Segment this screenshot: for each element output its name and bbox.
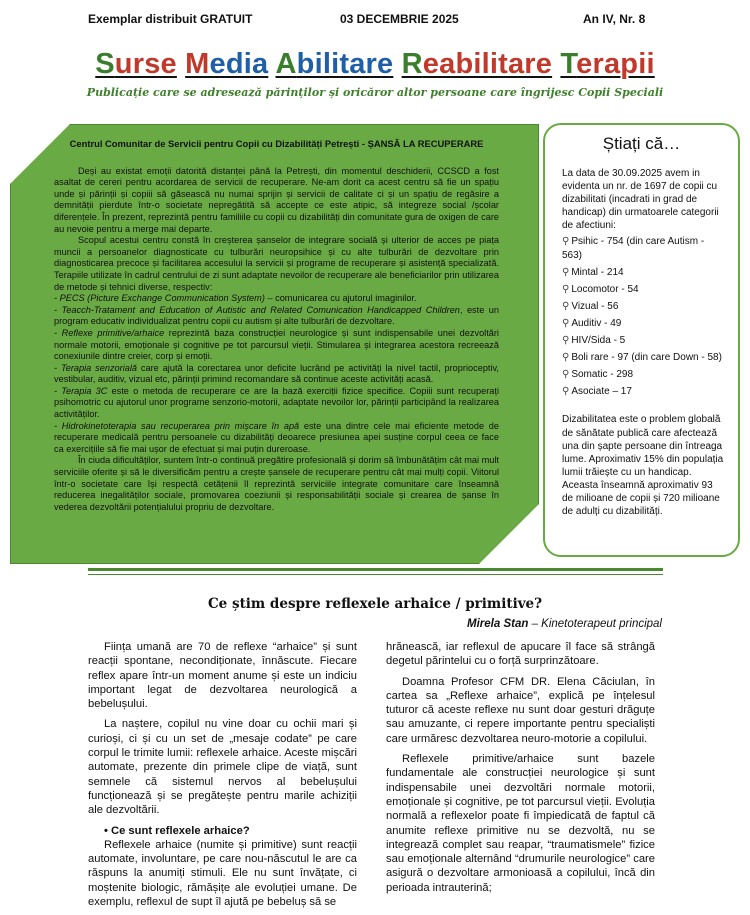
title-lead: R [401,48,423,80]
article-column-left [88,640,357,915]
list-item: ⚲ Vizual - 56 [562,300,619,312]
title-lead: T [560,48,577,80]
list-item: ⚲ Asociate – 17 [562,386,632,398]
therapy-item [54,293,499,305]
sidebar-title: Știați că… [602,134,681,153]
center-article-paragraph: Scopul acestui centru constă în creșterea șanselor de integrare socială și ulterior de acces pe piața muncii a persoanelor diagnosticate cu tulburări neuropsihice și cu alte tulburări de dezvoltare prin diagnosticarea precoce și facilitarea accesului la servicii și programe de recuperare și asistență specializată. Terapiile utilizate în cadrul centrului de zi sunt adaptate nevoilor de recuperare ale beneficiarilor prin utilizarea de metode și tehnici diverse, respectiv: [54,235,499,292]
therapy-item [54,421,499,456]
pin-icon: ⚲ [562,369,570,381]
article-subheading: • Ce sunt reflexele arhaice? [104,824,250,837]
divider [88,568,663,571]
therapy-text: reprezintă baza construcției neurologice și sunt indispensabile unei dezvoltări normale motorii, emoționale și cognitive pe tot parcursul vieții. Stimularea și integrarea acestora recreează conexiunile dintre creier, corp și emoții. [54,327,499,362]
pin-icon: ⚲ [562,266,570,278]
therapy-item [54,386,499,421]
therapy-text: este una dintre cele mai eficiente metode de recuperare medicală pentru persoanele cu dizabilități deoarece presiunea apei susține corpul ceea ce face ca exercițiile să fie mai ușor de efectuat și mai puțin dureroase. [54,420,499,454]
title-rest: edia [209,48,269,80]
article-title: Ce știm despre reflexele arhaice / primitive? [207,596,543,612]
title-rest: urse [114,48,177,80]
article-paragraph: La naștere, copilul nu vine doar cu ochii mari și curioși, ci și cu un set de „mesaje codate” pe care corpul le trimite lumii: reflexele arhaice. Aceste mișcări automate, prezente din primele clipe de viață, sunt semnele că sistemul nervos al bebelușului funcționează și se pregătește pentru marile achiziții ale dezvoltării. [88,718,357,817]
masthead-subtitle: Publicație care se adresează părinților și oricăror altor persoane care îngrijesc Copii Speciali [86,86,664,99]
divider [88,574,663,575]
pin-icon: ⚲ [562,283,570,295]
title-word-1 [95,48,177,80]
author-name: Mirela Stan [467,618,529,630]
therapy-item [54,305,499,328]
title-lead: M [185,48,210,80]
list-item: ⚲ Somatic - 298 [562,369,634,381]
article-paragraph: Ființa umană are 70 de reflexe “arhaice” și sunt reacții spontane, necondiționate, înnăscute. Fiecare reflex apare într-un moment anume și este un indiciu important legat de dezvoltarea neurologică a bebelușului. [88,641,357,711]
title-word-5 [560,48,654,80]
therapy-term: - Reflexe primitive/arhaice [54,327,165,338]
title-rest: erapii [576,48,655,80]
therapy-term: - Terapia 3C [54,385,108,396]
list-item: ⚲ Auditiv - 49 [562,317,622,329]
title-word-4 [402,48,553,80]
title-word-3 [276,48,394,80]
therapy-item [54,363,499,386]
title-rest: bilitare [296,48,394,80]
article-paragraph: Reflexele arhaice (numite și primitive) sunt reacții automate, involuntare, pe care nou-născutul le are ca răspuns la anumiți stimuli. Ele nu sunt învățate, ci moștenite biologic, rămășițe ale evoluției umane. De exemplu, reflexul de supt îl ajută pe bebeluș să se [88,838,357,909]
pin-icon: ⚲ [562,386,570,398]
article-paragraph: hrănească, iar reflexul de apucare îl face să strângă degetul părintelui cu o forță surprinzătoare. [386,641,655,668]
pin-icon: ⚲ [562,300,570,312]
pin-icon: ⚲ [562,335,570,347]
therapy-term: - Hidrokinetoterapia sau recuperarea prin mișcare în apă [54,420,300,431]
sidebar-intro: La data de 30.09.2025 avem in evidenta un nr. de 1697 de copii cu dizabilitati (incadrati in grad de handicap) din urmatoarele categorii de afectiuni: [562,168,719,232]
header-issue: An IV, Nr. 8 [583,12,646,26]
list-item: ⚲ Locomotor - 54 [562,283,639,295]
therapy-term: - Teacch-Tratament and Education of Autistic and Related Comunication Handicapped Children [54,304,460,315]
title-lead: S [95,48,115,80]
list-item: ⚲ HIV/Sida - 5 [562,335,626,347]
therapy-term: - Terapia senzorială [54,362,138,373]
pin-icon: ⚲ [562,352,570,364]
center-article-paragraph: În ciuda dificultăților, suntem într-o continuă pregătire profesională și dorim să îmbunătățim cât mai mult serviciile oferite și să le diversificăm pentru a crește șansele de recuperare pentru cât mai mulți copii. Viitorul într-o societate care își respectă cetățenii îl reprezintă serviciile integrate comunitare care înseamnă reducerea inegalităților sociale, promovarea coeziunii și responsabilității sociale și crearea de șanse în vederea dezvoltării potențialului propriu de dezvoltare. [54,455,499,512]
list-item: ⚲ Mintal - 214 [562,266,624,278]
article-author [467,618,662,630]
sidebar-content [562,167,724,518]
masthead-title [0,48,750,81]
pin-icon: ⚲ [562,236,570,248]
article-column-right [386,640,655,901]
list-item: ⚲ Psihic - 754 (din care Autism - 563) [562,236,705,261]
sidebar-footnote: Dizabilitatea este o problem globală de sănătate publică care afectează una din șapte persoane din întreaga lume. Aproximativ 15% din populația lumii trăiește cu un handicap. Aceasta înseamnă aproximativ 93 de milioane de copii și 720 milioane de adulți cu dizabilități. [562,414,724,518]
title-word-2 [185,48,268,80]
title-lead: A [275,48,297,80]
header-distribution: Exemplar distribuit GRATUIT [88,12,253,26]
list-item: ⚲ Boli rare - 97 (din care Down - 58) [562,352,722,364]
center-article-paragraph: Deși au existat emoții datorită distanței până la Petrești, din momentul deschiderii, CCSCD a fost asaltat de cereri pentru acordarea de servicii de recuperare. Ne-am dorit ca acest centru să fie un spațiu unde și părinții și copiii să găsească nu numai sprijin și servicii de calitate ci și un spațiu de regăsire a demnității pierdute într-o societate nepregătită să accepte ce este atipic, să integreze social /școlar diferențele. În prezent, reprezintă pentru familiile cu copii cu dizabilități din comunitate gura de oxigen de care au nevoie pentru a merge mai departe. [54,165,499,234]
title-rest: eabilitare [422,48,553,80]
therapy-text: – comunicarea cu ajutorul imaginilor. [264,293,417,304]
article-paragraph: Doamna Profesor CFM DR. Elena Căciulan, în cartea sa „Reflexe arhaice”, explică pe înțelesul tuturor că aceste reflexe nu sunt doar gesturi drăguțe sau amuzante, ci repere importante pentru specialiști care urmăresc dezvoltarea neuro-motorie a copilului. [386,675,655,745]
pin-icon: ⚲ [562,317,570,329]
center-article [54,132,499,513]
header-date: 03 DECEMBRIE 2025 [340,12,459,26]
center-article-title: Centrul Comunitar de Servicii pentru Copii cu Dizabilități Petrești - ȘANSĂ LA RECUPERARE [69,138,484,149]
therapy-item [54,328,499,363]
article-paragraph: Reflexele primitive/arhaice sunt bazele fundamentale ale construcției neurologice și sunt indispensabile unei dezvoltări normale motorii, emoționale și cognitive, pe tot parcursul vieții. Evoluția normală a reflexelor poate fi împiedicată de faptul că anumite reflexe primitive nu se dezvoltă, nu se integrează complet sau reapar, “traumatismele” fizice sau emoționale alternând “drumurile neurologice” care asigură o dezvoltare armonioasă a copilului, încă din perioada intrauterină; [386,753,655,894]
therapy-text: care ajută la corectarea unor deficite lucrând pe activități la nivel tactil, proprioceptiv, vestibular, auditiv, vizual etc, părinții primind recomandare să continue aceste activități acasă. [54,362,499,385]
author-role: – Kinetoterapeut principal [528,618,662,630]
therapy-text: , este un program educativ individualizat pentru copii cu autism și alte tulburări de dezvoltare. [54,304,499,327]
disability-list [562,235,724,398]
therapy-text: este o metoda de recuperare ce are la bază exerciții fizice specifice. Copiii sunt recuperați psihomotric cu ajutorul unor programe senzorio-motorii, adaptate nevoilor lor, părinții participând la realizarea activităților. [54,385,499,420]
therapy-term: - PECS (Picture Exchange Communication System) [54,293,265,304]
